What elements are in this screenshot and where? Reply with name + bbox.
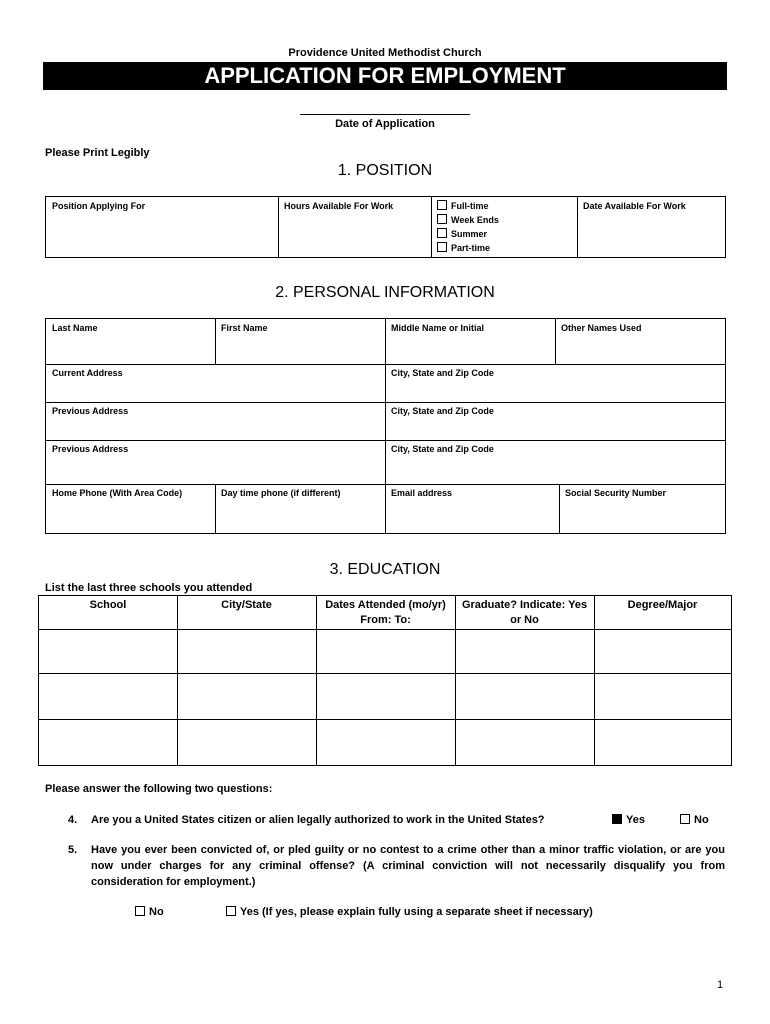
question-5-no-option[interactable]: No	[135, 904, 164, 920]
previous-city-state-zip-2-field[interactable]	[385, 440, 725, 484]
last-name-label: Last Name	[52, 323, 98, 333]
current-address-label: Current Address	[52, 368, 123, 378]
hours-available-field[interactable]	[278, 197, 431, 257]
other-names-label: Other Names Used	[561, 323, 642, 333]
last-name-field[interactable]	[46, 319, 215, 364]
previous-address-1-field[interactable]	[46, 402, 385, 440]
day-phone-label: Day time phone (if different)	[221, 488, 341, 498]
question-5-yes-option[interactable]: Yes (If yes, please explain fully using a separate sheet if necessary)	[226, 904, 593, 920]
date-of-application-line[interactable]	[300, 114, 470, 115]
city-state-zip-label: City, State and Zip Code	[391, 368, 494, 378]
previous-address-2-field[interactable]	[46, 440, 385, 484]
organization-name: Providence United Methodist Church	[288, 47, 482, 59]
position-applying-label: Position Applying For	[52, 201, 146, 211]
question-5-yes-checkbox[interactable]	[226, 906, 236, 916]
ssn-field[interactable]	[559, 484, 725, 533]
current-address-field[interactable]	[46, 364, 385, 402]
city-state-zip-label: City, State and Zip Code	[391, 406, 494, 416]
other-names-field[interactable]	[555, 319, 725, 364]
column-header-degree-major: Degree/Major	[627, 599, 698, 611]
question-4-yes-option[interactable]: Yes	[612, 812, 645, 828]
first-name-label: First Name	[221, 323, 268, 333]
middle-name-label: Middle Name or Initial	[391, 323, 485, 333]
option-part-time[interactable]: Part-time	[437, 241, 571, 255]
question-5-no-checkbox[interactable]	[135, 906, 145, 916]
column-header-graduate: Graduate? Indicate: Yes or No	[461, 599, 588, 626]
home-phone-label: Home Phone (With Area Code)	[52, 488, 183, 498]
section-title-education: 3. EDUCATION	[329, 561, 441, 578]
page-number: 1	[717, 979, 724, 991]
hours-available-label: Hours Available For Work	[284, 201, 394, 211]
education-row-1[interactable]	[39, 629, 731, 673]
column-header-dates-attended: Dates Attended (mo/yr) From: To:	[325, 599, 446, 626]
checkbox-week-ends[interactable]	[437, 214, 447, 224]
checkbox-summer[interactable]	[437, 228, 447, 238]
email-label: Email address	[391, 488, 453, 498]
checkbox-full-time[interactable]	[437, 200, 447, 210]
education-row-2[interactable]	[39, 673, 731, 719]
question-4-number: 4.	[68, 814, 78, 826]
question-4-text: Are you a United States citizen or alien legally authorized to work in the United States?	[91, 814, 545, 826]
previous-address-label: Previous Address	[52, 444, 129, 454]
section-title-personal: 2. PERSONAL INFORMATION	[275, 284, 495, 301]
personal-info-table	[45, 318, 726, 534]
education-instruction: List the last three schools you attended	[45, 582, 253, 594]
question-5-text: Have you ever been convicted of, or pled guilty or no contest to a crime other than a minor traffic violation, or are you now under charges for any criminal offense? (A criminal conviction will not necessarily disqualify you from consideration for employment.)	[91, 844, 725, 888]
column-header-school: School	[89, 599, 127, 611]
previous-address-label: Previous Address	[52, 406, 129, 416]
question-4-no-checkbox[interactable]	[680, 814, 690, 824]
position-table	[45, 196, 726, 258]
date-available-label: Date Available For Work	[583, 201, 686, 211]
option-summer[interactable]: Summer	[437, 227, 571, 241]
questions-intro: Please answer the following two questions:	[45, 783, 273, 795]
form-title: APPLICATION FOR EMPLOYMENT	[43, 62, 727, 90]
position-applying-field[interactable]	[46, 197, 278, 257]
question-4-yes-checkbox[interactable]	[612, 814, 622, 824]
option-week-ends[interactable]: Week Ends	[437, 213, 571, 227]
ssn-label: Social Security Number	[565, 488, 667, 498]
middle-name-field[interactable]	[385, 319, 555, 364]
education-table	[38, 595, 732, 766]
education-row-3[interactable]	[39, 719, 731, 765]
column-header-city-state: City/State	[221, 599, 272, 611]
first-name-field[interactable]	[215, 319, 385, 364]
day-phone-field[interactable]	[215, 484, 385, 533]
question-4-no-option[interactable]: No	[680, 812, 709, 828]
date-available-field[interactable]	[577, 197, 725, 257]
current-city-state-zip-field[interactable]	[385, 364, 725, 402]
hours-options-group	[431, 197, 577, 257]
date-of-application-label: Date of Application	[335, 118, 435, 130]
home-phone-field[interactable]	[46, 484, 215, 533]
city-state-zip-label: City, State and Zip Code	[391, 444, 494, 454]
email-field[interactable]	[385, 484, 559, 533]
print-legibly-instruction: Please Print Legibly	[45, 147, 150, 159]
option-full-time[interactable]: Full-time	[437, 199, 571, 213]
checkbox-part-time[interactable]	[437, 242, 447, 252]
question-5-number: 5.	[68, 844, 78, 856]
previous-city-state-zip-1-field[interactable]	[385, 402, 725, 440]
section-title-position: 1. POSITION	[337, 162, 433, 179]
